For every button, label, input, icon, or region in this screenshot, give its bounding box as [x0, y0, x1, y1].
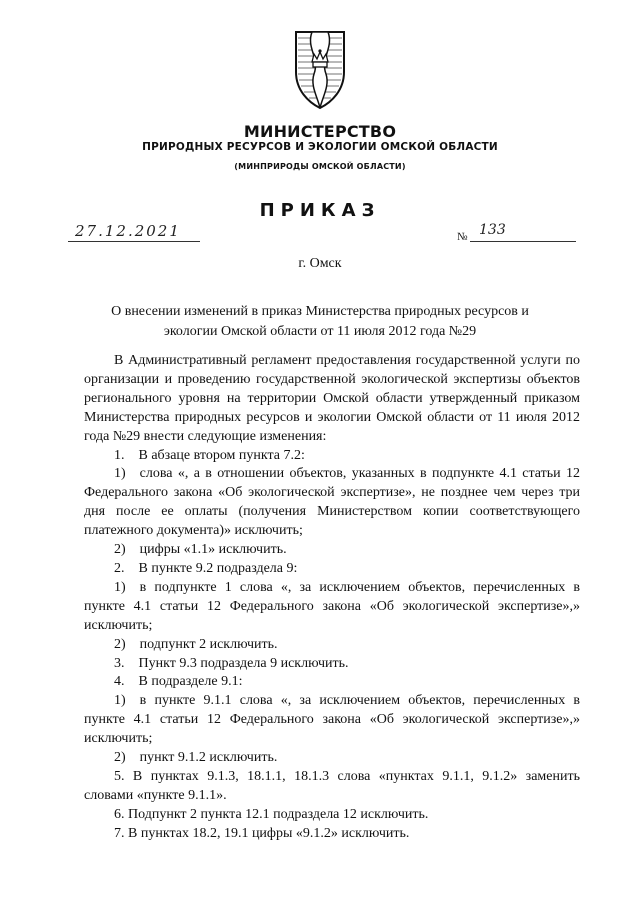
- order-body: [84, 352, 580, 844]
- body-paragraph: 2. В пункте 9.2 подраздела 9:: [114, 560, 298, 576]
- body-paragraph: 3. Пункт 9.3 подраздела 9 исключить.: [114, 655, 349, 671]
- order-city: г. Омск: [298, 256, 342, 271]
- order-subject: [60, 302, 580, 342]
- subject-line: экологии Омской области от 11 июля 2012 года №29: [163, 324, 477, 339]
- body-paragraph: 2) пункт 9.1.2 исключить.: [114, 750, 278, 766]
- document-title: ПРИКАЗ: [259, 200, 381, 221]
- body-paragraph: 1) слова «, а в отношении объектов, указанных в подпункте 4.1 статьи 12 Федерального закона «Об экологической экспертизе», не позднее чем через три дня после ее оплаты (получения Министерством копии соответствующего платежного документа)» исключить;: [84, 466, 580, 539]
- body-paragraph: 1) в пункте 9.1.1 слова «, за исключением объектов, перечисленных в пункте 4.1 статьи 12 Федерального закона «Об экологической экспертизе»,» исключить;: [84, 693, 580, 747]
- ministry-name: МИНИСТЕРСТВО: [243, 122, 397, 141]
- body-paragraph: 2) подпункт 2 исключить.: [114, 636, 278, 652]
- order-number: 133: [479, 222, 506, 238]
- order-date: 27.12.2021: [75, 222, 181, 240]
- body-paragraph: 1) в подпункте 1 слова «, за исключением объектов, перечисленных в пункте 4.1 статьи 12 Федерального закона «Об экологической экспертизе»,» исключить;: [84, 579, 580, 633]
- number-underline: [470, 241, 576, 242]
- body-paragraph: 7. В пунктах 18.2, 19.1 цифры «9.1.2» исключить.: [114, 825, 410, 841]
- body-paragraph: 5. В пунктах 9.1.3, 18.1.1, 18.1.3 слова «пунктах 9.1.1, 9.1.2» заменить словами «пункте 9.1.1».: [84, 768, 580, 803]
- coat-of-arms-icon: [292, 28, 348, 110]
- subject-line: О внесении изменений в приказ Министерства природных ресурсов и: [111, 304, 529, 319]
- order-number-label: №: [457, 231, 468, 243]
- body-paragraph: 1. В абзаце втором пункта 7.2:: [114, 447, 305, 463]
- ministry-full-name: ПРИРОДНЫХ РЕСУРСОВ И ЭКОЛОГИИ ОМСКОЙ ОБЛАСТИ: [142, 141, 498, 153]
- body-paragraph: В Административный регламент предоставления государственной услуги по организации и проведению государственной экологической экспертизы объектов регионального уровня на территории Омской области утвержденный приказом Министерства природных ресурсов и экологии Омской области от 11 июля 2012 года №29 внести следующие изменения:: [84, 353, 580, 444]
- date-underline: [68, 241, 200, 242]
- body-paragraph: 4. В подразделе 9.1:: [114, 674, 243, 690]
- body-paragraph: 2) цифры «1.1» исключить.: [114, 542, 287, 558]
- body-paragraph: 6. Подпункт 2 пункта 12.1 подраздела 12 исключить.: [114, 806, 429, 822]
- ministry-short-name: (МИНПРИРОДЫ ОМСКОЙ ОБЛАСТИ): [234, 162, 406, 171]
